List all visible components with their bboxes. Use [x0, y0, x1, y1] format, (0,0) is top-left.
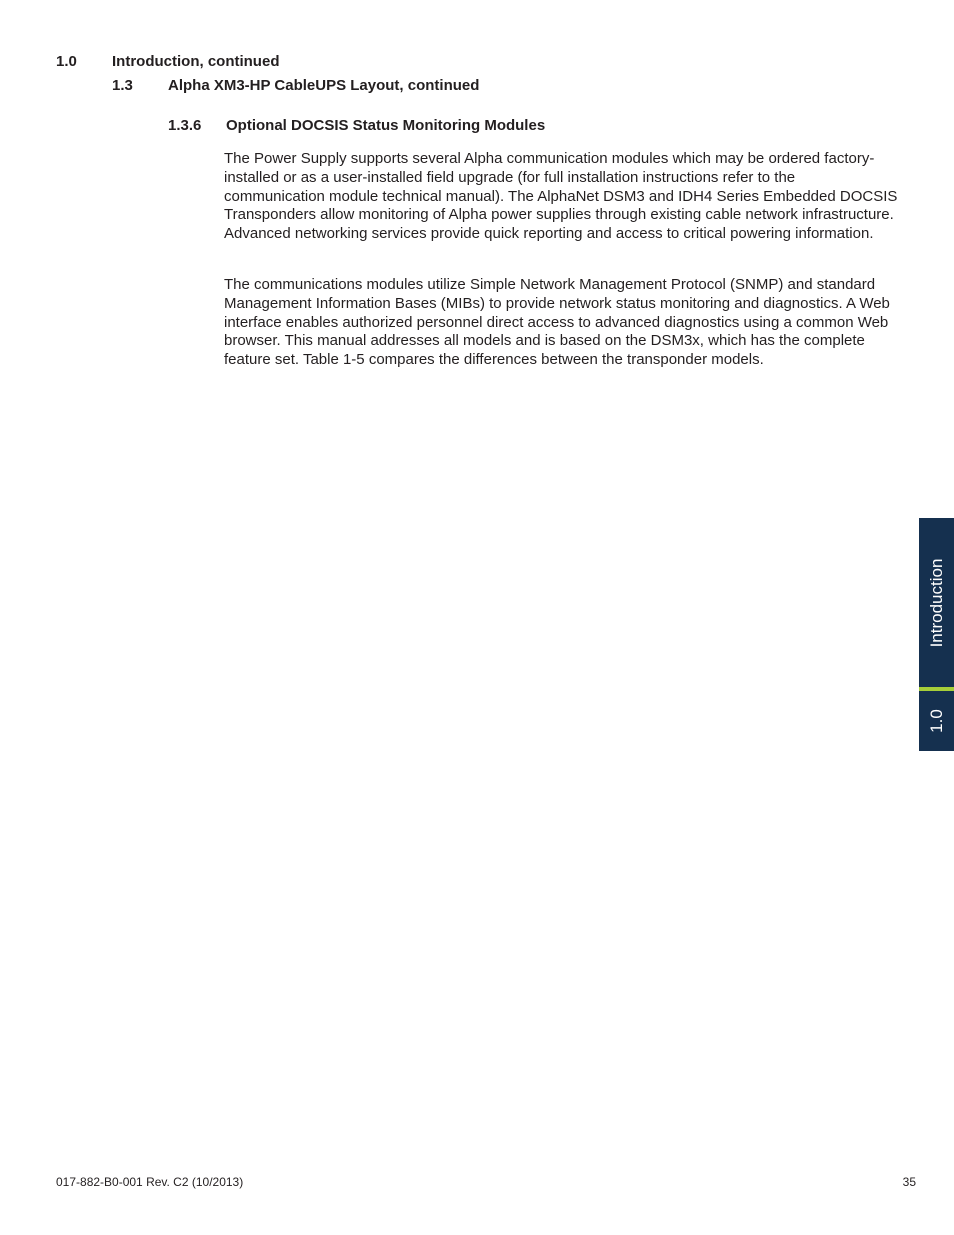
body-paragraph-1: The Power Supply supports several Alpha communication modules which may be ordered factory-installed or as a user-installed field upgrade (for full installation instructions refer to the communication module technical manual). The AlphaNet DSM3 and IDH4 Series Embedded DOCSIS Transponders allow monitoring of Alpha power supplies through existing cable network infrastructure. Advanced networking services provide quick reporting and access to critical powering information. [224, 150, 898, 243]
chapter-side-tab [919, 518, 954, 751]
footer-doc-number: 017-882-B0-001 Rev. C2 (10/2013) [56, 1175, 244, 1189]
footer-page-number: 35 [902, 1175, 916, 1189]
subsubsection-title: Optional DOCSIS Status Monitoring Modules [226, 117, 546, 134]
subsection-title: Alpha XM3-HP CableUPS Layout, continued [168, 77, 480, 94]
chapter-tab-number: 1.0 [926, 709, 946, 733]
body-paragraph-2: The communications modules utilize Simple Network Management Protocol (SNMP) and standard Management Information Bases (MIBs) to provide network status monitoring and diagnostics. A Web interface enables authorized personnel direct access to advanced diagnostics using a common Web browser. This manual addresses all models and is based on the DSM3x, which has the complete feature set. Table 1-5 compares the differences between the transponder models. [224, 276, 890, 369]
section-number: 1.0 [56, 53, 77, 70]
section-title: Introduction, continued [112, 53, 280, 70]
subsubsection-number: 1.3.6 [168, 117, 202, 134]
chapter-tab-label: Introduction [926, 558, 946, 647]
subsection-number: 1.3 [112, 77, 133, 94]
